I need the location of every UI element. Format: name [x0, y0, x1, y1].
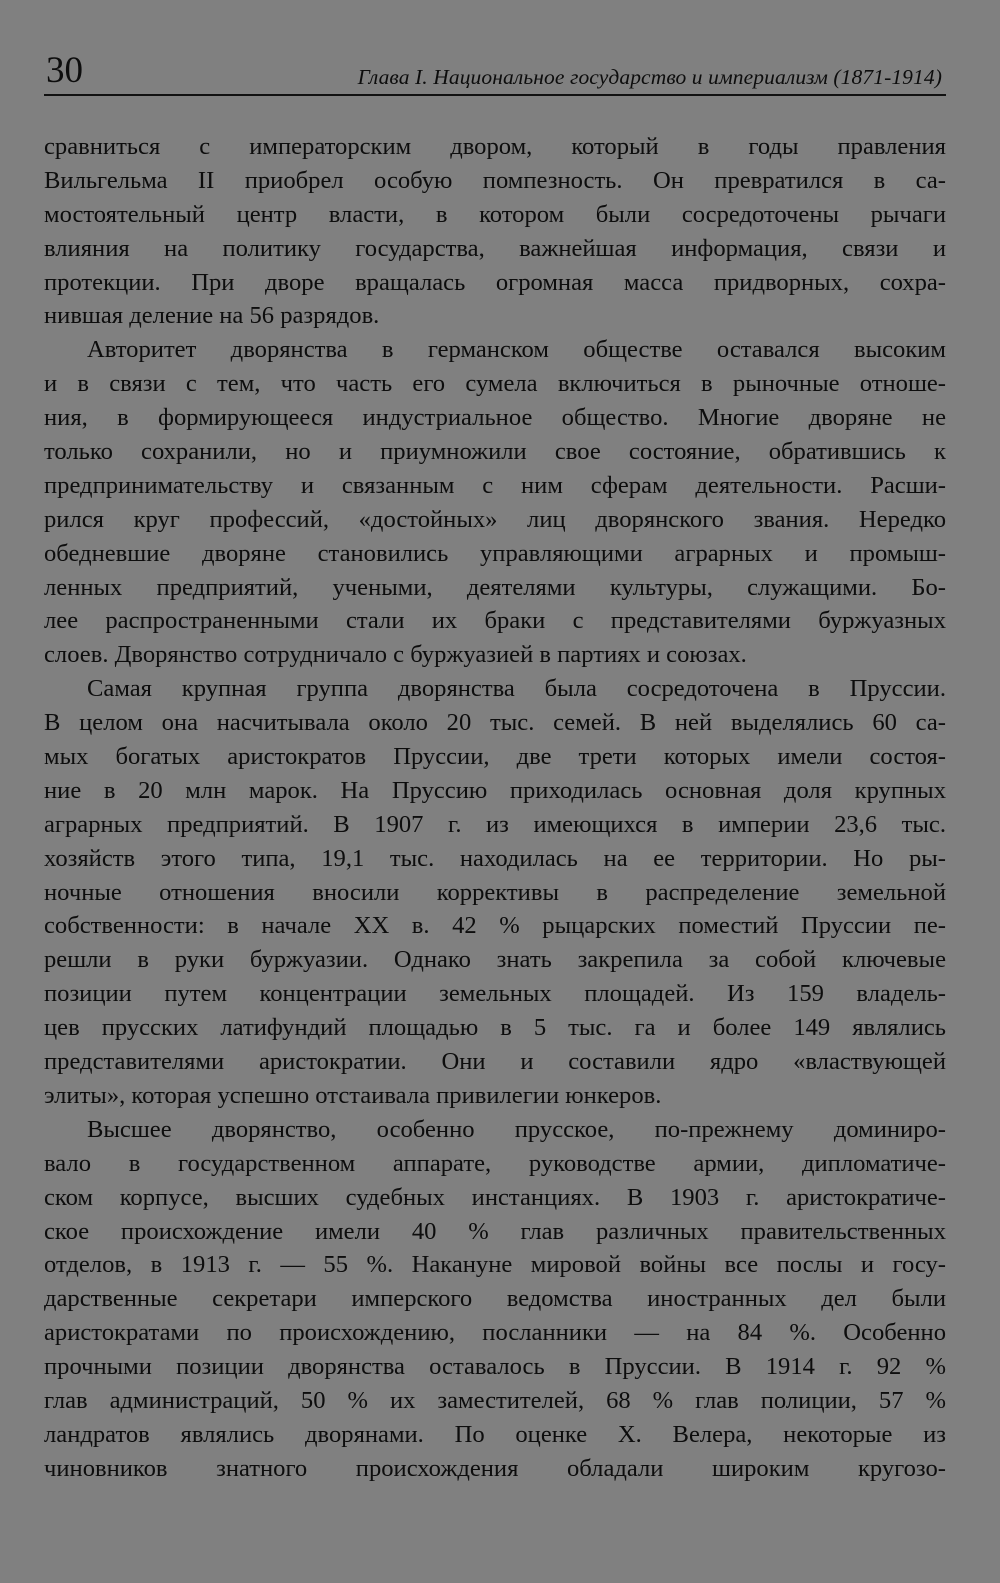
- paragraph: [44, 1113, 946, 1486]
- chapter-title: Глава I. Национальное государство и империализм (1871-1914): [357, 65, 942, 89]
- paragraph: [44, 130, 946, 333]
- text-line: протекции. При дворе вращалась огромная масса придворных, сохра-: [44, 268, 946, 296]
- page-number: 30: [46, 50, 83, 91]
- text-line: прочными позиции дворянства оставалось в Пруссии. В 1914 г. 92 %: [44, 1353, 946, 1381]
- text-line: ночные отношения вносили коррективы в распределение земельной: [44, 878, 946, 906]
- text-line: аристократами по происхождению, посланники — на 84 %. Особенно: [44, 1319, 946, 1347]
- text-line: влияния на политику государства, важнейшая информация, связи и: [44, 234, 946, 262]
- body-text: [44, 130, 946, 1486]
- text-line: решли в руки буржуазии. Однако знать закрепила за собой ключевые: [44, 946, 946, 974]
- text-line: обедневшие дворяне становились управляющими аграрных и промыш-: [44, 539, 946, 567]
- text-line: ние в 20 млн марок. На Пруссию приходилась основная доля крупных: [44, 776, 946, 804]
- text-line: позиции путем концентрации земельных площадей. Из 159 владель-: [44, 980, 946, 1008]
- text-line: Самая крупная группа дворянства была сосредоточена в Пруссии.: [87, 675, 946, 703]
- text-line: чиновников знатного происхождения обладали широким кругозо-: [44, 1454, 946, 1482]
- text-line: Вильгельма II приобрел особую помпезность. Он превратился в са-: [44, 166, 946, 194]
- text-line: аграрных предприятий. В 1907 г. из имеющихся в империи 23,6 тыс.: [44, 810, 946, 838]
- text-line: Авторитет дворянства в германском обществе оставался высоким: [87, 336, 946, 364]
- text-line: хозяйств этого типа, 19,1 тыс. находилась на ее территории. Но ры-: [44, 844, 946, 872]
- text-line: нившая деление на 56 разрядов.: [44, 302, 380, 330]
- text-line: ском корпусе, высших судебных инстанциях. В 1903 г. аристократиче-: [44, 1183, 946, 1211]
- text-line: дарственные секретари имперского ведомства иностранных дел были: [44, 1285, 946, 1313]
- text-line: сравниться с императорским двором, который в годы правления: [44, 133, 946, 160]
- text-line: Высшее дворянство, особенно прусское, по-прежнему доминиро-: [87, 1115, 946, 1143]
- text-line: ленных предприятий, учеными, деятелями культуры, служащими. Бо-: [44, 573, 946, 601]
- text-line: ландратов являлись дворянами. По оценке Х. Велера, некоторые из: [44, 1420, 946, 1448]
- paragraph: [44, 672, 946, 1113]
- text-line: В целом она насчитывала около 20 тыс. семей. В ней выделялись 60 са-: [44, 709, 946, 737]
- text-line: ния, в формирующееся индустриальное общество. Многие дворяне не: [44, 404, 946, 432]
- text-line: только сохранили, но и приумножили свое состояние, обратившись к: [44, 438, 946, 466]
- text-line: цев прусских латифундий площадью в 5 тыс. га и более 149 являлись: [44, 1014, 946, 1042]
- text-line: рился круг профессий, «достойных» лиц дворянского звания. Нередко: [44, 505, 946, 533]
- text-line: собственности: в начале XX в. 42 % рыцарских поместий Пруссии пе-: [44, 912, 946, 940]
- text-line: отделов, в 1913 г. — 55 %. Накануне мировой войны все послы и госу-: [44, 1251, 946, 1279]
- text-line: лее распространенными стали их браки с представителями буржуазных: [44, 607, 946, 635]
- paragraph: [44, 333, 946, 672]
- text-line: мых богатых аристократов Пруссии, две трети которых имели состоя-: [44, 743, 946, 771]
- text-line: предпринимательству и связанным с ним сферам деятельности. Расши-: [44, 471, 946, 499]
- text-line: мостоятельный центр власти, в котором были сосредоточены рычаги: [44, 200, 946, 228]
- book-page: [44, 48, 946, 1486]
- text-line: представителями аристократии. Они и составили ядро «властвующей: [44, 1048, 946, 1076]
- running-header: [44, 48, 946, 96]
- text-line: и в связи с тем, что часть его сумела включиться в рыночные отноше-: [44, 370, 946, 398]
- text-line: элиты», которая успешно отстаивала привилегии юнкеров.: [44, 1081, 662, 1109]
- text-line: вало в государственном аппарате, руководстве армии, дипломатиче-: [44, 1149, 946, 1177]
- text-line: глав администраций, 50 % их заместителей, 68 % глав полиции, 57 %: [44, 1386, 946, 1414]
- text-line: слоев. Дворянство сотрудничало с буржуазией в партиях и союзах.: [44, 641, 747, 669]
- text-line: ское происхождение имели 40 % глав различных правительственных: [44, 1217, 946, 1245]
